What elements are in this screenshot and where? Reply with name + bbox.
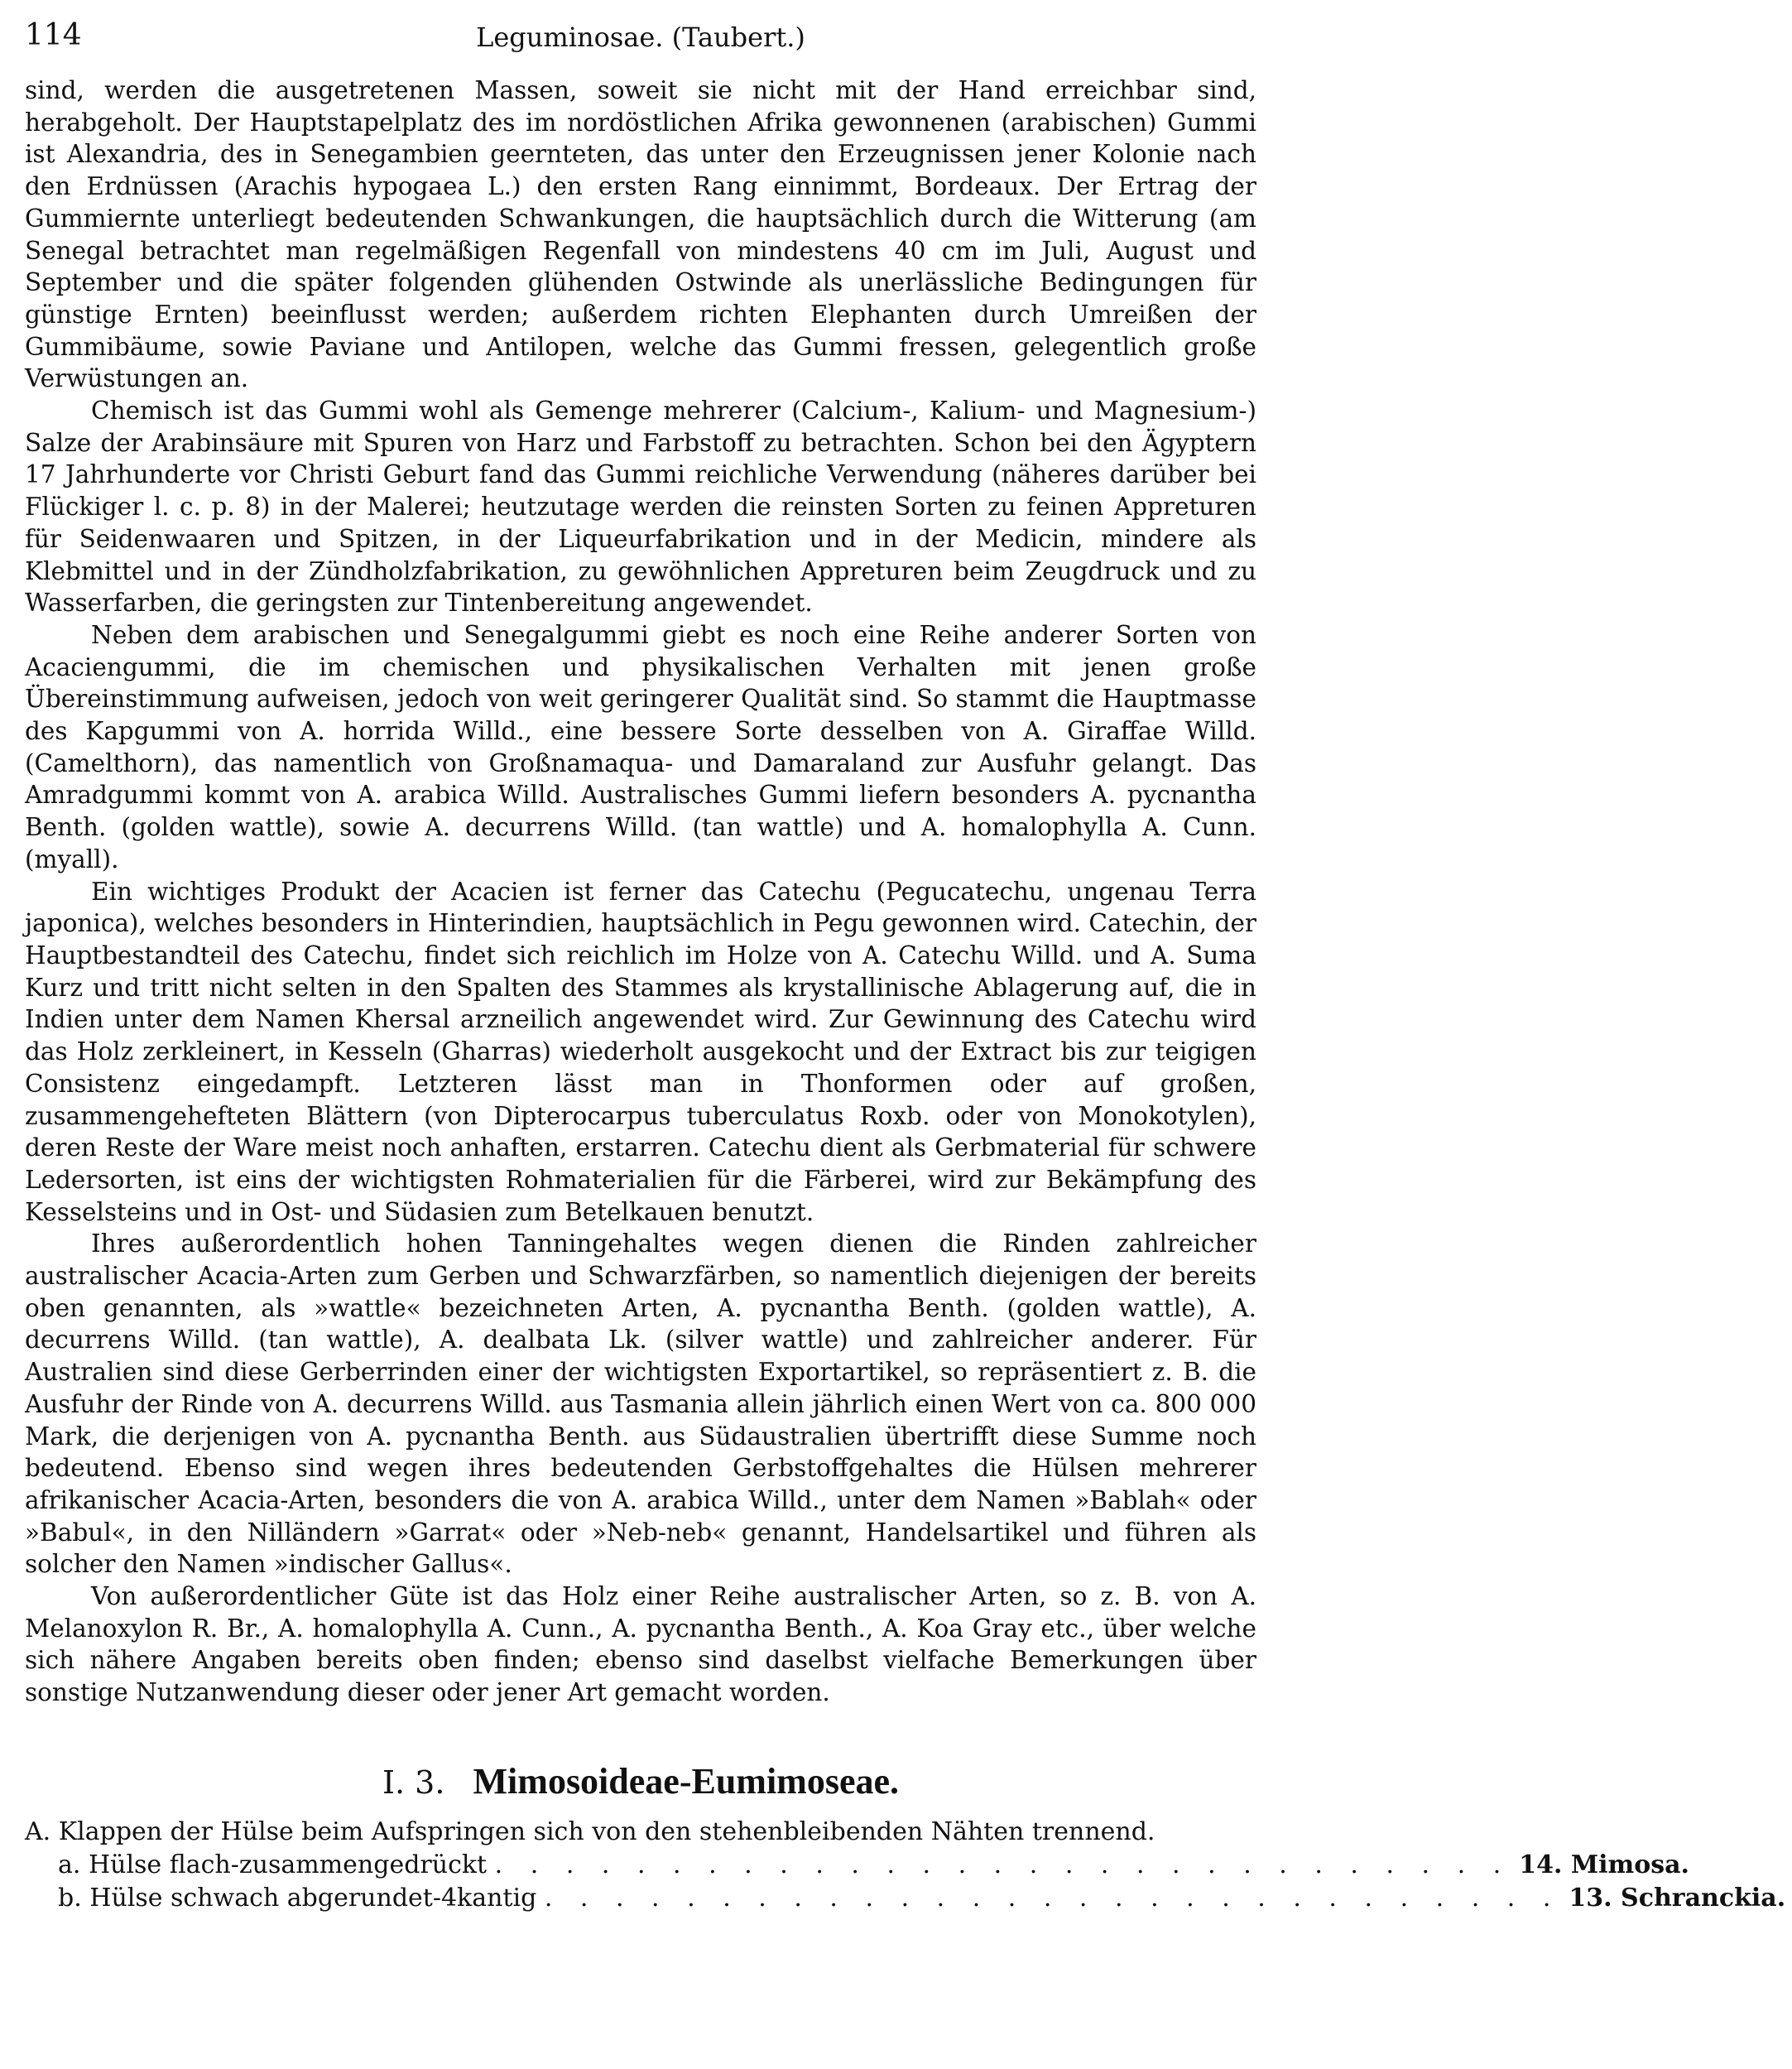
- paragraph-5: Ihres außerordentlich hohen Tanningehaltes wegen dienen die Rinden zahlreicher australischer Acacia-Arten zum Gerben und Schwarzfärben, so namentlich diejenigen der bereits oben genannten, als »wattle« bezeichneten Arten, A. pycnantha Benth. (golden wattle), A. decurrens Willd. (tan wattle), A. dealbata Lk. (silver wattle) und zahlreicher anderer. Für Australien sind diese Gerberrinden einer der wichtigsten Exportartikel, so repräsentiert z. B. die Ausfuhr der Rinde von A. decurrens Willd. aus Tasmania allein jährlich einen Wert von ca. 800 000 Mark, die derjenigen von A. pycnantha Benth. aus Südaustralien übertrifft diese Summe noch bedeutend. Ebenso sind wegen ihres bedeutenden Gerbstoffgehaltes die Hülsen mehrerer afrikanischer Acacia-Arten, besonders die von A. arabica Willd., unter dem Namen »Bablah« oder »Babul«, in den Nilländern »Garrat« oder »Neb-neb« genannt, Handelsartikel und führen als solcher den Namen »indischer Gallus«.: [25, 1229, 1256, 1579]
- key-item-text: b. Hülse schwach abgerundet-4kantig . . . . . . . . . . . . . . . . . . . . . . . . . . . . .: [58, 1883, 1561, 1913]
- paragraph-4: Ein wichtiges Produkt der Acacien ist ferner das Catechu (Pegucatechu, ungenau Terra japonica), welches besonders in Hinterindien, hauptsächlich in Pegu gewonnen wird. Catechin, der Hauptbestandteil des Catechu, findet sich reichlich im Holze von A. Catechu Willd. und A. Suma Kurz und tritt nicht selten in den Spalten des Stammes als krystallinische Ablagerung auf, die in Indien unter dem Namen Khersal arzneilich angewendet wird. Zur Gewinnung des Catechu wird das Holz zerkleinert, in Kesseln (Gharras) wiederholt ausgekocht und der Extract bis zur teigigen Consistenz eingedampft. Letzteren lässt man in Thonformen oder auf großen, zusammengehefteten Blättern (von Dipterocarpus tuberculatus Roxb. oder von Monokotylen), deren Reste der Ware meist noch anhaften, erstarren. Catechu dient als Gerbmaterial für schwere Ledersorten, ist eins der wichtigsten Rohmaterialien für die Färberei, wird zur Bekämpfung des Kesselsteins und in Ost- und Südasien zum Betelkauen benutzt.: [25, 877, 1257, 1226]
- key-item: [25, 1882, 1786, 1915]
- key-item-genus: 14. Mimosa.: [1519, 1850, 1690, 1879]
- paragraph-1: sind, werden die ausgetretenen Massen, soweit sie nicht mit der Hand erreichbar sind, herabgeholt. Der Hauptstapelplatz des im nordöstlichen Afrika gewonnenen (arabischen) Gummi ist Alexandria, des in Senegambien geernteten, das unter den Erzeugnissen jener Kolonie nach den Erdnüssen (Arachis hypogaea L.) den ersten Rang einnimmt, Bordeaux. Der Ertrag der Gummiernte unterliegt bedeutenden Schwankungen, die hauptsächlich durch die Witterung (am Senegal betrachtet man regelmäßigen Regenfall von mindestens 40 cm im Juli, August und September und die später folgenden glühenden Ostwinde als unerlässliche Bedingungen für günstige Ernten) beeinflusst werden; außerdem richten Elephanten durch Umreißen der Gummibäume, sowie Paviane und Antilopen, welche das Gummi fressen, gelegentlich große Verwüstungen an.: [25, 76, 1256, 393]
- key-lead: A. Klappen der Hülse beim Aufspringen sich von den stehenbleibenden Nähten trennend.: [25, 1816, 1155, 1846]
- paragraph-6: Von außerordentlicher Güte ist das Holz einer Reihe australischer Arten, so z. B. von A. Melanoxylon R. Br., A. homalophylla A. Cunn., A. pycnantha Benth., A. Koa Gray etc., über welche sich nähere Angaben bereits oben finden; ebenso sind daselbst vielfache Bemerkungen über sonstige Nutzanwendung dieser oder jener Art gemacht worden.: [25, 1582, 1256, 1707]
- key-item-genus: 13. Schranckia.: [1569, 1883, 1786, 1913]
- key-item: [25, 1849, 1690, 1882]
- section-title: Mimosoideae-Eumimoseae.: [473, 1760, 899, 1802]
- document-page: [25, 18, 1786, 1915]
- page-number: 114: [25, 18, 82, 52]
- section-number: I. 3.: [382, 1763, 445, 1801]
- running-head: Leguminosae. (Taubert.): [476, 22, 805, 53]
- paragraph-3: Neben dem arabischen und Senegalgummi giebt es noch eine Reihe anderer Sorten von Acaciengummi, die im chemischen und physikalischen Verhalten mit jenen große Übereinstimmung aufweisen, jedoch von weit geringerer Qualität sind. So stammt die Hauptmasse des Kapgummi von A. horrida Willd., eine bessere Sorte desselben von A. Giraffae Willd. (Camelthorn), das namentlich von Großnamaqua- und Damaraland zur Ausfuhr gelangt. Das Amradgummi kommt von A. arabica Willd. Australisches Gummi liefern besonders A. pycnantha Benth. (golden wattle), sowie A. decurrens Willd. (tan wattle) und A. homalophylla A. Cunn. (myall).: [25, 620, 1256, 873]
- section-heading: [25, 1760, 1256, 1804]
- body-text: [25, 75, 1256, 1709]
- key-item-text: a. Hülse flach-zusammengedrückt . . . . . . . . . . . . . . . . . . . . . . . . . . . . .: [58, 1850, 1511, 1879]
- page-header: [25, 18, 1256, 68]
- paragraph-2: Chemisch ist das Gummi wohl als Gemenge mehrerer (Calcium-, Kalium- und Magnesium-) Salze der Arabinsäure mit Spuren von Harz und Farbstoff zu betrachten. Schon bei den Ägyptern 17 Jahrhunderte vor Christi Geburt fand das Gummi reichliche Verwendung (näheres darüber bei Flückiger l. c. p. 8) in der Malerei; heutzutage werden die reinsten Sorten zu feinen Appreturen für Seidenwaaren und Spitzen, in der Liqueurfabrikation und in der Medicin, mindere als Klebmittel und in der Zündholzfabrikation, zu gewöhnlichen Appreturen beim Zeugdruck und zu Wasserfarben, die geringsten zur Tintenbereitung angewendet.: [25, 397, 1256, 618]
- identification-key: [25, 1816, 1786, 1915]
